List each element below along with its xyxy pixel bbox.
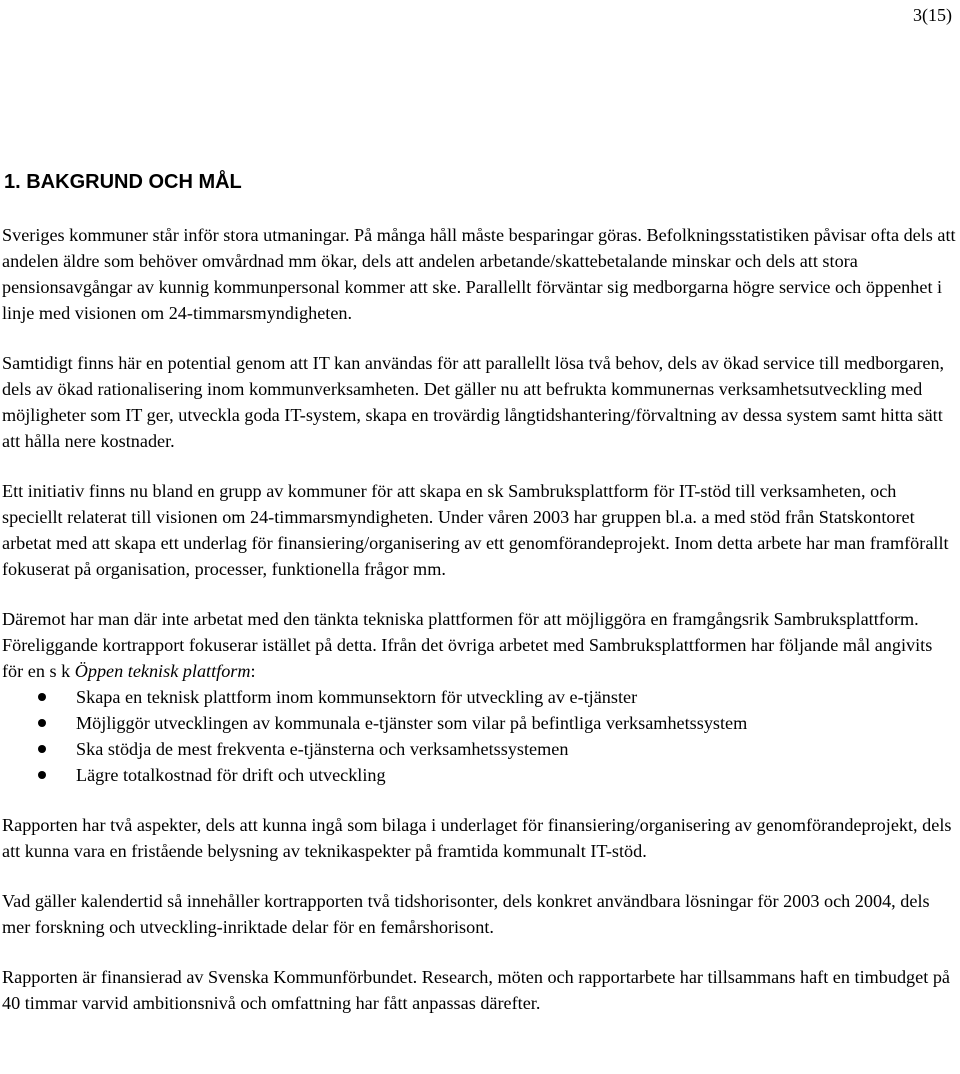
list-item [2, 684, 956, 710]
paragraph-time-horizons: Vad gäller kalendertid så innehåller kortrapporten två tidshorisonter, dels konkret användbara lösningar för 2003 och 2004, dels mer forskning och utveckling-inriktade delar för en femårshorisont. [2, 891, 930, 937]
list-item-text: Lägre totalkostnad för drift och utveckling [76, 765, 386, 785]
paragraph-funding: Rapporten är finansierad av Svenska Kommunförbundet. Research, möten och rapportarbete har tillsammans haft en timbudget på 40 timmar varvid ambitionsnivå och omfattning har fått anpassas därefter. [2, 967, 950, 1013]
page-number: 3(15) [913, 5, 952, 25]
goals-intro-emphasis: Öppen teknisk plattform [74, 661, 251, 681]
section-heading: 1. BAKGRUND OCH MÅL [4, 171, 242, 193]
goals-intro-text: Däremot har man där inte arbetat med den tänkta tekniska plattformen för att möjliggöra en framgångsrik Sambruksplattform. Föreliggande kortrapport fokuserar istället på detta. Ifrån det övriga arbetet med Sambruksplattformen har följande mål angivits för en s k [2, 609, 933, 681]
list-item-text: Skapa en teknisk plattform inom kommunsektorn för utveckling av e-tjänster [76, 687, 638, 707]
bullet-icon [38, 693, 46, 701]
paragraph-goals-intro [2, 606, 956, 684]
bullet-icon [38, 719, 46, 727]
paragraph-it-potential: Samtidigt finns här en potential genom att IT kan användas för att parallellt lösa två behov, dels av ökad service till medborgaren, dels av ökad rationalisering inom kommunverksamheten. Det gäller nu att befrukta kommunernas verksamhetsutveckling med möjligheter som IT ger, utveckla goda IT-system, skapa en trovärdig långtidshantering/förvaltning av dessa system samt hitta sätt att hålla nere kostnader. [2, 353, 945, 451]
goals-list [2, 684, 956, 788]
list-item-text: Ska stödja de mest frekventa e-tjänsterna och verksamhetssystemen [76, 739, 569, 759]
list-item [2, 710, 956, 736]
document-body [2, 222, 956, 1040]
list-item [2, 736, 956, 762]
list-item-text: Möjliggör utvecklingen av kommunala e-tjänster som vilar på befintliga verksamhetssystem [76, 713, 748, 733]
bullet-icon [38, 745, 46, 753]
goals-intro-suffix: : [250, 661, 256, 681]
paragraph-report-aspects: Rapporten har två aspekter, dels att kunna ingå som bilaga i underlaget för finansiering/organisering av genomförandeprojekt, dels att kunna vara en fristående belysning av teknikaspekter på framtida kommunalt IT-stöd. [2, 815, 952, 861]
bullet-icon [38, 771, 46, 779]
list-item [2, 762, 956, 788]
paragraph-initiative: Ett initiativ finns nu bland en grupp av kommuner för att skapa en sk Sambruksplattform för IT-stöd till verksamheten, och speciellt relaterat till visionen om 24-timmarsmyndigheten. Under våren 2003 har gruppen bl.a. a med stöd från Statskontoret arbetat med att skapa ett underlag för finansiering/organisering av ett genomförandeprojekt. Inom detta arbete har man framförallt fokuserat på organisation, processer, funktionella frågor mm. [2, 481, 949, 579]
paragraph-challenges: Sveriges kommuner står inför stora utmaningar. På många håll måste besparingar göras. Befolkningsstatistiken påvisar ofta dels att andelen äldre som behöver omvårdnad mm ökar, dels att andelen arbetande/skattebetalande minskar och dels att stora pensionsavgångar av kunnig kommunpersonal kommer att ske. Parallellt förväntar sig medborgarna högre service och öppenhet i linje med visionen om 24-timmarsmyndigheten. [2, 225, 956, 323]
